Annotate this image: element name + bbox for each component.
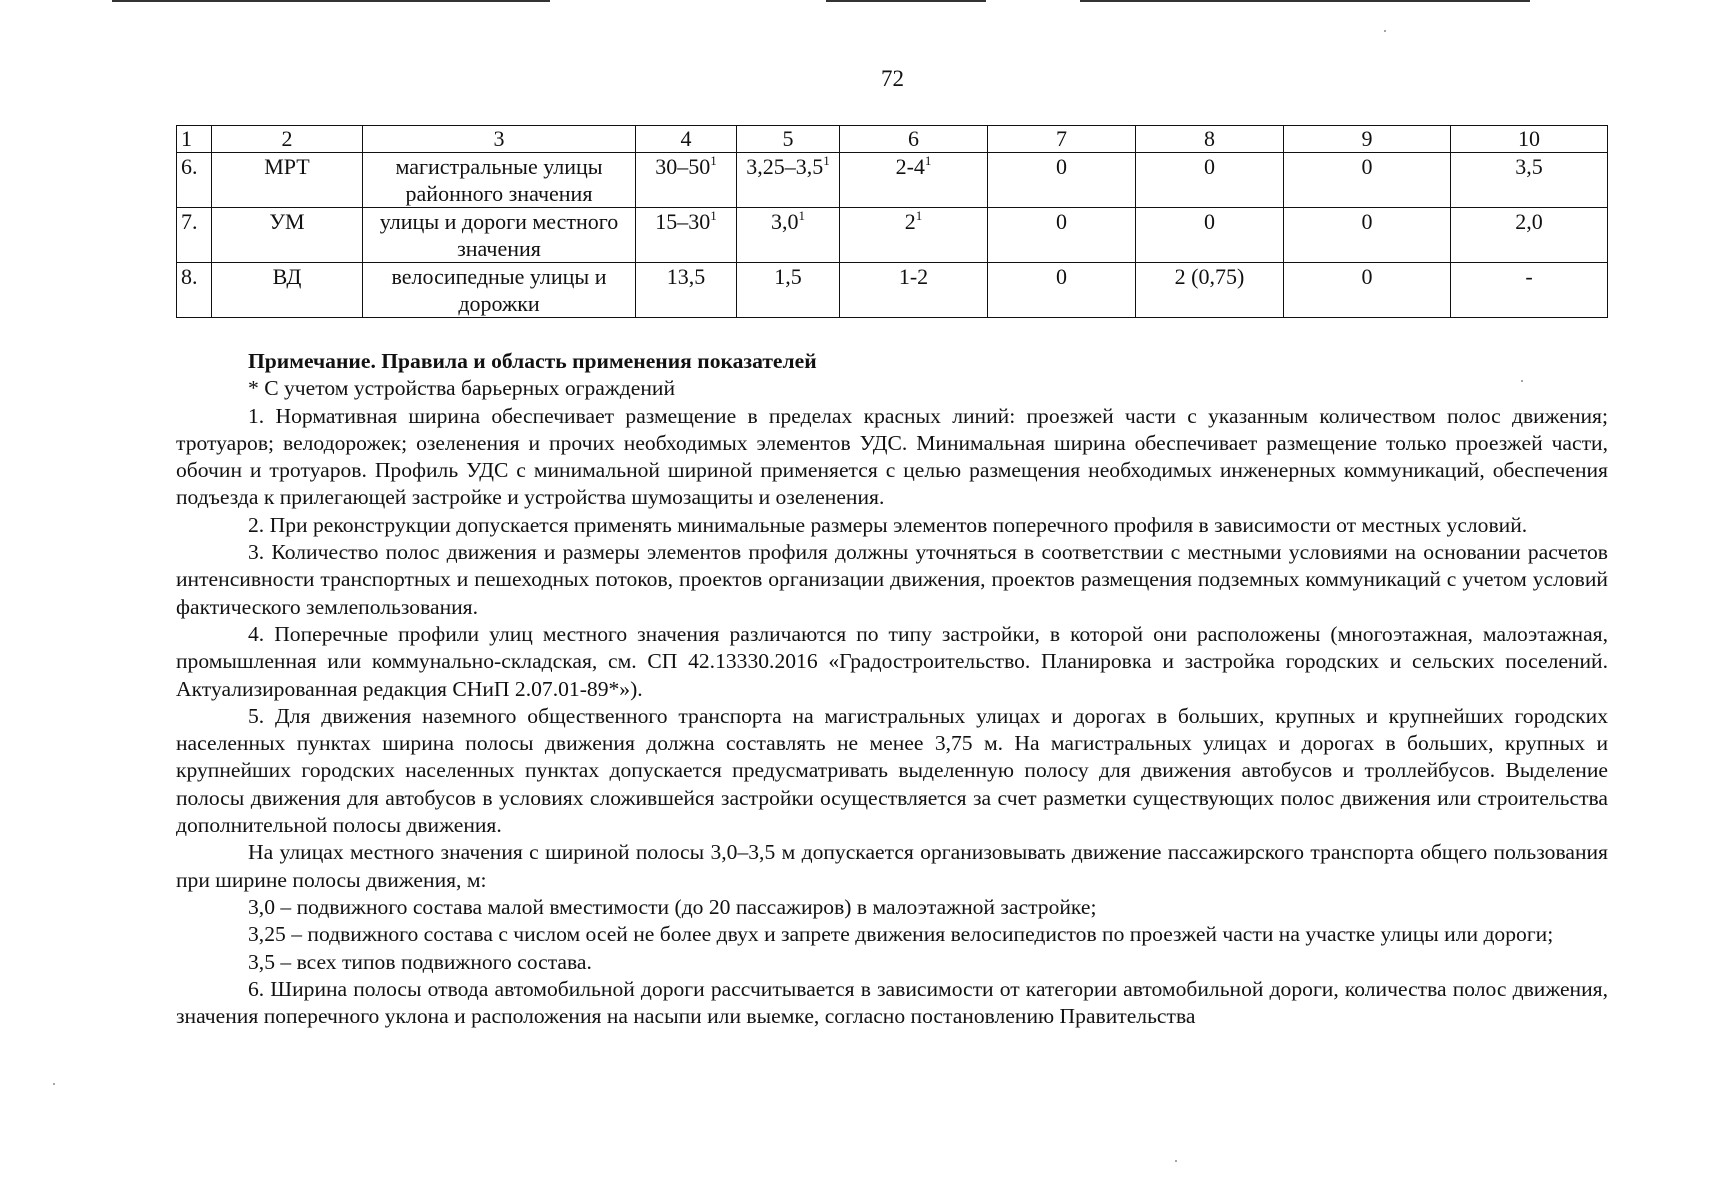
cell: 2 (0,75) (1136, 263, 1284, 318)
cell: 0 (988, 153, 1136, 208)
cell: 0 (988, 208, 1136, 263)
street-category-name: магистральные улицы районного значения (363, 153, 636, 208)
cell: 1-2 (840, 263, 988, 318)
cell: 2,0 (1451, 208, 1608, 263)
note-paragraph: 3,25 – подвижного состава с числом осей не более двух и запрете движения велосипедистов по проезжей части на участке улицы или дороги; (248, 922, 1554, 947)
notes-section (176, 348, 1608, 1030)
cell: $2^1$ (840, 208, 988, 263)
note-paragraph: * С учетом устройства барьерных ограждений (248, 376, 676, 401)
cell: $15-30^1$ (636, 208, 737, 263)
scan-top-line (1080, 0, 1530, 2)
cell: 0 (1284, 263, 1451, 318)
header-cell: 8 (1136, 126, 1284, 153)
cell: 0 (988, 263, 1136, 318)
cell: 0 (1284, 208, 1451, 263)
header-cell: 1 (177, 126, 212, 153)
note-paragraph: На улицах местного значения с шириной полосы 3,0–3,5 м допускается организовывать движение пассажирского транспорта общего пользования при ширине полосы движения, м: (176, 840, 1608, 892)
table-row (177, 153, 1608, 208)
note-paragraph: 2. При реконструкции допускается применять минимальные размеры элементов поперечного профиля в зависимости от местных условий. (248, 512, 1528, 537)
cell: 0 (1136, 208, 1284, 263)
note-paragraph: 4. Поперечные профили улиц местного значения различаются по типу застройки, в которой они расположены (многоэтажная, малоэтажная, промышленная или коммунально-складская, см. СП 42.13330.2016 «Градостроительство. Планировка и застройка городских и сельских поселений. Актуализированная редакция СНиП 2.07.01-89*»). (176, 621, 1608, 701)
street-category-name: велосипедные улицы и дорожки (363, 263, 636, 318)
cell: $2-4^1$ (840, 153, 988, 208)
cell: $30-50^1$ (636, 153, 737, 208)
scan-top-line (112, 0, 550, 2)
note-paragraph: 3. Количество полос движения и размеры элементов профиля должны уточняться в соответствии с местными условиями на основании расчетов интенсивности транспортных и пешеходных потоков, проектов организации движения, проектов размещения подземных коммуникаций с учетом условий фактического землепользования. (176, 540, 1608, 619)
note-paragraph: 3,5 – всех типов подвижного состава. (248, 949, 592, 974)
cell: 3,5 (1451, 153, 1608, 208)
scan-speck (1521, 380, 1523, 382)
header-cell: 10 (1451, 126, 1608, 153)
cell: $3,0^1$ (737, 208, 840, 263)
cell: 0 (1284, 153, 1451, 208)
notes-heading: Примечание. Правила и область применения показателей (248, 349, 817, 373)
row-number: 6. (177, 153, 212, 208)
table-row (177, 208, 1608, 263)
header-cell: 9 (1284, 126, 1451, 153)
note-paragraph: 3,0 – подвижного состава малой вместимости (до 20 пассажиров) в малоэтажной застройке; (248, 894, 1097, 919)
cell: $3,25-3,5^1$ (737, 153, 840, 208)
header-cell: 3 (363, 126, 636, 153)
header-cell: 2 (212, 126, 363, 153)
scan-speck (1384, 30, 1386, 32)
row-number: 7. (177, 208, 212, 263)
cell: - (1451, 263, 1608, 318)
note-paragraph: 1. Нормативная ширина обеспечивает размещение в пределах красных линий: проезжей части с указанным количеством полос движения; тротуаров; велодорожек; озеленения и прочих необходимых элементов УДС. Минимальная ширина обеспечивает размещение только проезжей части, обочин и тротуаров. Профиль УДС с минимальной шириной применяется с целью размещения необходимых инженерных коммуникаций, обеспечения подъезда к прилегающей застройке и устройства шумозащиты и озеленения. (176, 403, 1608, 510)
table-header-row (177, 126, 1608, 153)
cell: 1,5 (737, 263, 840, 318)
page-number: 72 (881, 66, 904, 91)
street-category-name: улицы и дороги местного значения (363, 208, 636, 263)
header-cell: 6 (840, 126, 988, 153)
street-category-code: МРТ (212, 153, 363, 208)
header-cell: 4 (636, 126, 737, 153)
header-cell: 5 (737, 126, 840, 153)
street-category-code: ВД (212, 263, 363, 318)
row-number: 8. (177, 263, 212, 318)
cell: 13,5 (636, 263, 737, 318)
scan-speck (1175, 1160, 1177, 1162)
note-paragraph: 6. Ширина полосы отвода автомобильной дороги рассчитывается в зависимости от категории автомобильной дороги, количества полос движения, значения поперечного уклона и расположения на насыпи или выемке, согласно постановлению Правительства (176, 976, 1608, 1029)
scan-speck (53, 1083, 55, 1085)
table-row (177, 263, 1608, 318)
street-category-code: УМ (212, 208, 363, 263)
cell: 0 (1136, 153, 1284, 208)
scan-top-line (826, 0, 986, 2)
header-cell: 7 (988, 126, 1136, 153)
indicator-table (176, 125, 1608, 318)
note-paragraph: 5. Для движения наземного общественного транспорта на магистральных улицах и дорогах в больших, крупных и крупнейших городских населенных пунктах ширина полосы движения должна составлять не менее 3,75 м. На магистральных улицах и дорогах в больших, крупных и крупнейших городских населенных пунктах допускается предусматривать выделенную полосу для движения автобусов и троллейбусов. Выделение полосы движения для автобусов в условиях сложившейся застройки осуществляется за счет разметки существующих полос движения или строительства дополнительной полосы движения. (176, 703, 1608, 838)
